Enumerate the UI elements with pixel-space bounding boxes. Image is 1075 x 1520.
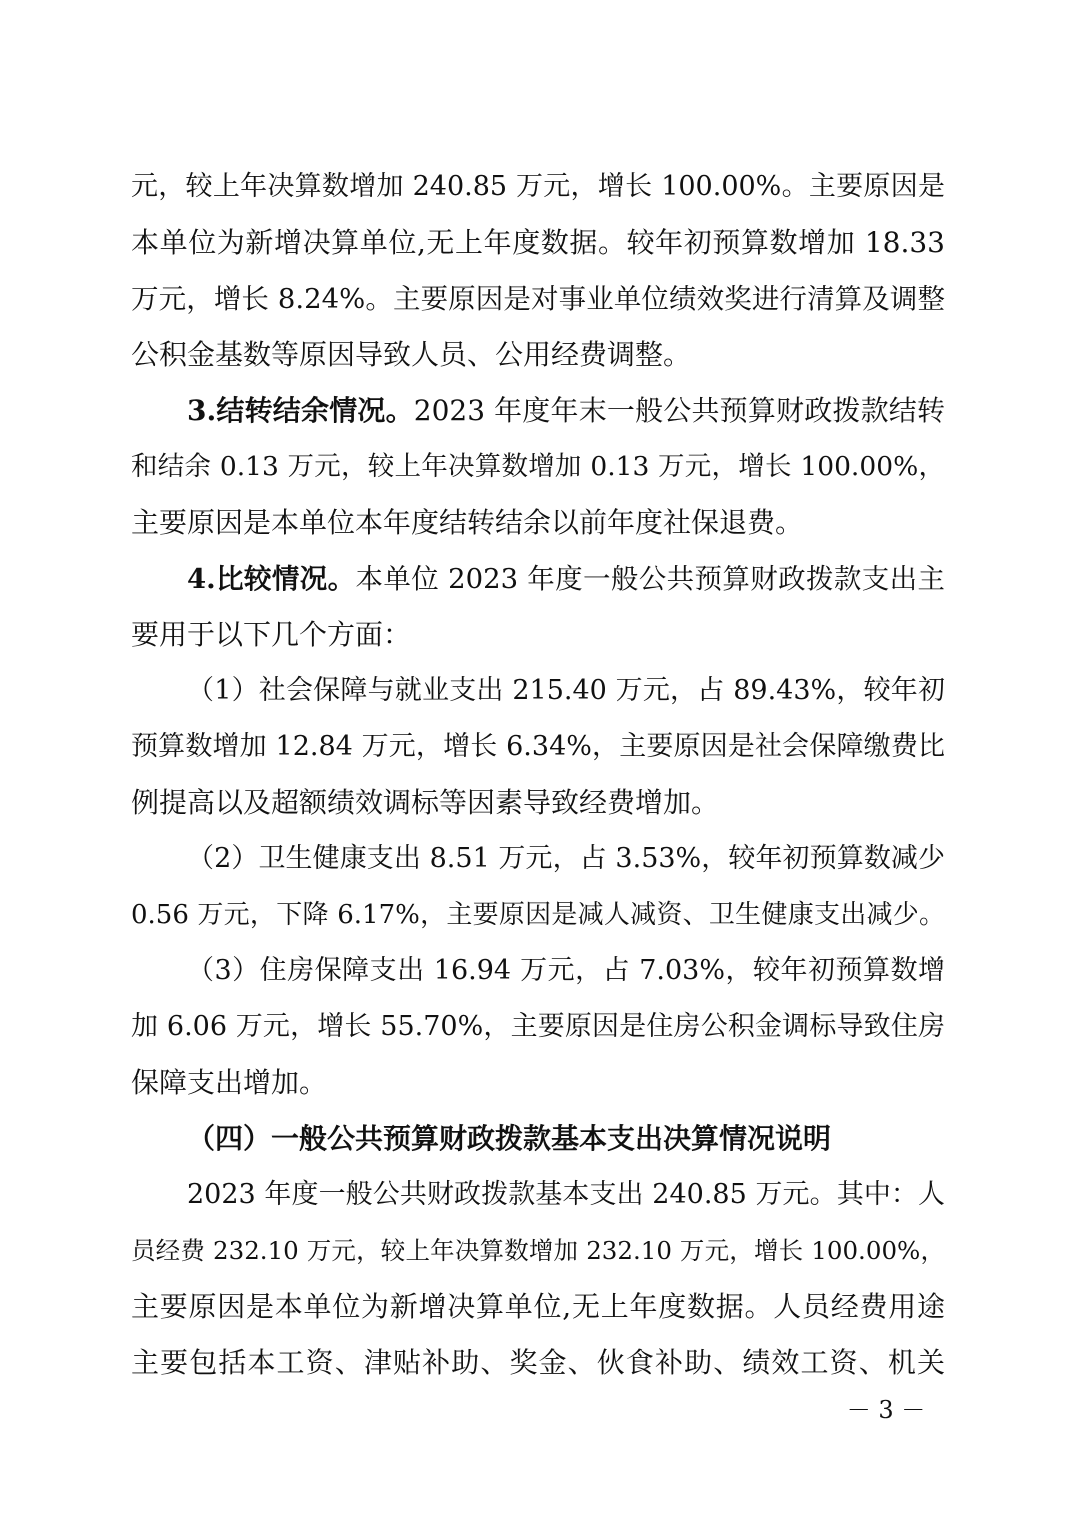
paragraph-line xyxy=(187,549,945,609)
section-subheading: （四）一般公共预算财政拨款基本支出决算情况说明 xyxy=(187,1122,832,1155)
section-heading: 3.结转结余情况。 xyxy=(187,394,414,427)
paragraph-line: 元，较上年决算数增加 240.85 万元，增长 100.00%。主要原因是 xyxy=(131,171,945,202)
paragraph-line: 万元，增长 8.24%。主要原因是对事业单位绩效奖进行清算及调整 xyxy=(131,283,945,315)
paragraph-line: 保障支出增加。 xyxy=(131,1066,328,1099)
paragraph-line: 2023 年度一般公共财政拨款基本支出 240.85 万元。其中：人 xyxy=(187,1179,945,1210)
paragraph-line: 要用于以下几个方面： xyxy=(131,618,412,651)
paragraph-text: 2023 年度年末一般公共预算财政拨款结转 xyxy=(413,394,945,427)
paragraph-line: （2）卫生健康支出 8.51 万元，占 3.53%，较年初预算数减少 xyxy=(187,843,945,874)
paragraph-line: （3）住房保障支出 16.94 万元，占 7.03%，较年初预算数增 xyxy=(187,955,945,986)
paragraph-line: 0.56 万元，下降 6.17%，主要原因是减人减资、卫生健康支出减少。 xyxy=(131,900,945,930)
paragraph-line: 主要原因是本单位为新增决算单位,无上年度数据。人员经费用途 xyxy=(131,1290,945,1323)
paragraph-line: 和结余 0.13 万元，较上年决算数增加 0.13 万元，增长 100.00%， xyxy=(131,451,945,482)
paragraph-line: 员经费 232.10 万元，较上年决算数增加 232.10 万元，增长 100.00%， xyxy=(131,1236,945,1265)
paragraph-line: 例提高以及超额绩效调标等因素导致经费增加。 xyxy=(131,786,720,819)
paragraph-line: （1）社会保障与就业支出 215.40 万元，占 89.43%，较年初 xyxy=(187,675,945,706)
paragraph-line: 公积金基数等原因导致人员、公用经费调整。 xyxy=(131,338,692,371)
paragraph-line xyxy=(187,381,945,441)
paragraph-line: 主要原因是本单位本年度结转结余以前年度社保退费。 xyxy=(131,506,804,539)
paragraph-text: 本单位 2023 年度一般公共预算财政拨款支出主 xyxy=(355,563,945,595)
section-heading: 4.比较情况。 xyxy=(187,563,356,595)
paragraph-line: 主要包括本工资、津贴补助、奖金、伙食补助、绩效工资、机关 xyxy=(131,1346,945,1379)
paragraph-line: 本单位为新增决算单位,无上年度数据。较年初预算数增加 18.33 xyxy=(131,226,945,259)
page-number: － 3 － xyxy=(846,1396,926,1424)
paragraph-line: 预算数增加 12.84 万元，增长 6.34%，主要原因是社会保障缴费比 xyxy=(131,731,945,762)
paragraph-line: 加 6.06 万元，增长 55.70%，主要原因是住房公积金调标导致住房 xyxy=(131,1011,945,1042)
